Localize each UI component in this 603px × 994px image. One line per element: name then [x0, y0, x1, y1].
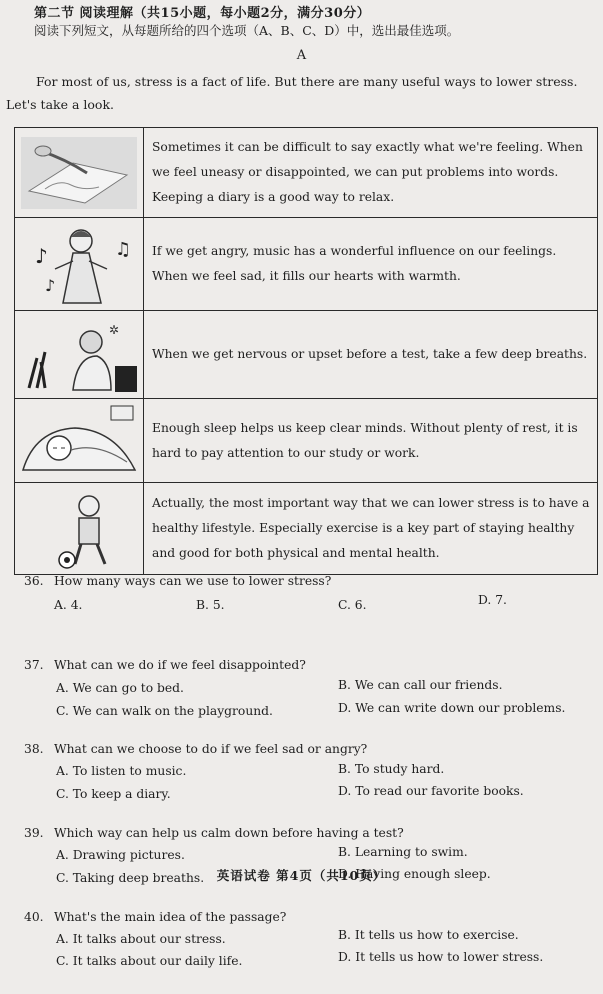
question-stem — [24, 574, 331, 588]
option-d[interactable]: D. It tells us how to lower stress. — [338, 950, 544, 964]
option-b[interactable]: B. To study hard. — [338, 762, 445, 776]
tip-text: Sometimes it can be difficult to say exactly what we're feeling. When we feel uneasy or disappointed, we can put problems into words. Keeping a diary is a good way to relax. — [144, 128, 598, 218]
question-stem — [24, 826, 404, 840]
question-number: 36. — [24, 574, 44, 588]
section-title: 第二节 阅读理解（共15小题，每小题2分，满分30分） — [34, 6, 371, 21]
tip-text: Actually, the most important way that we can lower stress is to have a healthy lifestyle. Especially exercise is a key part of staying healthy and good for both physical and mental health. — [144, 483, 598, 575]
question — [0, 742, 603, 826]
question-text: What can we choose to do if we feel sad or angry? — [54, 742, 368, 756]
option-b[interactable]: B. We can call our friends. — [338, 678, 503, 692]
tip-text: Enough sleep helps us keep clear minds. Without plenty of rest, it is hard to pay attention to our study or work. — [144, 399, 598, 483]
tip-image-cell — [15, 311, 144, 399]
option-b[interactable]: B. 5. — [196, 598, 225, 612]
question-number: 37. — [24, 658, 44, 672]
tip-row — [15, 218, 598, 311]
svg-text:✲: ✲ — [109, 322, 120, 337]
question-text: Which way can help us calm down before having a test? — [54, 826, 404, 840]
svg-text:♫: ♫ — [115, 238, 132, 260]
option-d[interactable]: D. Having enough sleep. — [338, 867, 491, 881]
question-stem — [24, 658, 306, 672]
question-list — [0, 574, 603, 994]
tip-row — [15, 311, 598, 399]
option-a[interactable]: A. 4. — [54, 598, 83, 612]
tip-image-cell — [15, 483, 144, 575]
sleeping-child-illustration — [15, 400, 143, 482]
question-number: 39. — [24, 826, 44, 840]
option-b[interactable]: B. Learning to swim. — [338, 845, 468, 859]
svg-text:♪: ♪ — [45, 275, 56, 295]
tip-text: If we get angry, music has a wonderful influence on our feelings. When we feel sad, it fills our hearts with warmth. — [144, 218, 598, 311]
option-c[interactable]: C. We can walk on the playground. — [56, 704, 273, 718]
question-stem — [24, 910, 286, 924]
tip-row — [15, 399, 598, 483]
option-a[interactable]: A. Drawing pictures. — [56, 848, 185, 862]
music-girl-illustration — [15, 219, 143, 310]
option-c[interactable]: C. Taking deep breaths. — [56, 871, 205, 885]
tip-image-cell — [15, 218, 144, 311]
question-number: 40. — [24, 910, 44, 924]
option-d[interactable]: D. 7. — [478, 593, 507, 607]
question — [0, 658, 603, 742]
svg-text:♪: ♪ — [35, 243, 48, 268]
page-footer: 英语试卷 第4页（共10页） — [216, 868, 387, 883]
question-text: What can we do if we feel disappointed? — [54, 658, 306, 672]
deep-breath-illustration — [15, 312, 143, 398]
option-d[interactable]: D. To read our favorite books. — [338, 784, 524, 798]
option-b[interactable]: B. It tells us how to exercise. — [338, 928, 519, 942]
option-c[interactable]: C. To keep a diary. — [56, 787, 171, 801]
tip-image-cell — [15, 128, 144, 218]
tips-table — [14, 127, 598, 575]
question-number: 38. — [24, 742, 44, 756]
tip-row — [15, 483, 598, 575]
passage-intro: For most of us, stress is a fact of life. But there are many useful ways to lower stress. Let's take a look. — [6, 74, 578, 112]
diary-writing-illustration — [15, 129, 143, 217]
passage-label: A — [296, 48, 307, 63]
tip-text: When we get nervous or upset before a test, take a few deep breaths. — [144, 311, 598, 399]
question — [0, 574, 603, 658]
option-a[interactable]: A. We can go to bed. — [56, 681, 184, 695]
question-text: How many ways can we use to lower stress? — [54, 574, 332, 588]
option-a[interactable]: A. It talks about our stress. — [56, 932, 226, 946]
exercise-boy-illustration — [15, 484, 143, 574]
option-a[interactable]: A. To listen to music. — [56, 764, 187, 778]
option-d[interactable]: D. We can write down our problems. — [338, 701, 566, 715]
option-c[interactable]: C. It talks about our daily life. — [56, 954, 243, 968]
question-text: What's the main idea of the passage? — [54, 910, 287, 924]
question-stem — [24, 742, 367, 756]
tip-row — [15, 128, 598, 218]
section-instructions: 阅读下列短文，从每题所给的四个选项（A、B、C、D）中，选出最佳选项。 — [34, 23, 460, 38]
tip-image-cell — [15, 399, 144, 483]
question — [0, 910, 603, 994]
option-c[interactable]: C. 6. — [338, 598, 367, 612]
